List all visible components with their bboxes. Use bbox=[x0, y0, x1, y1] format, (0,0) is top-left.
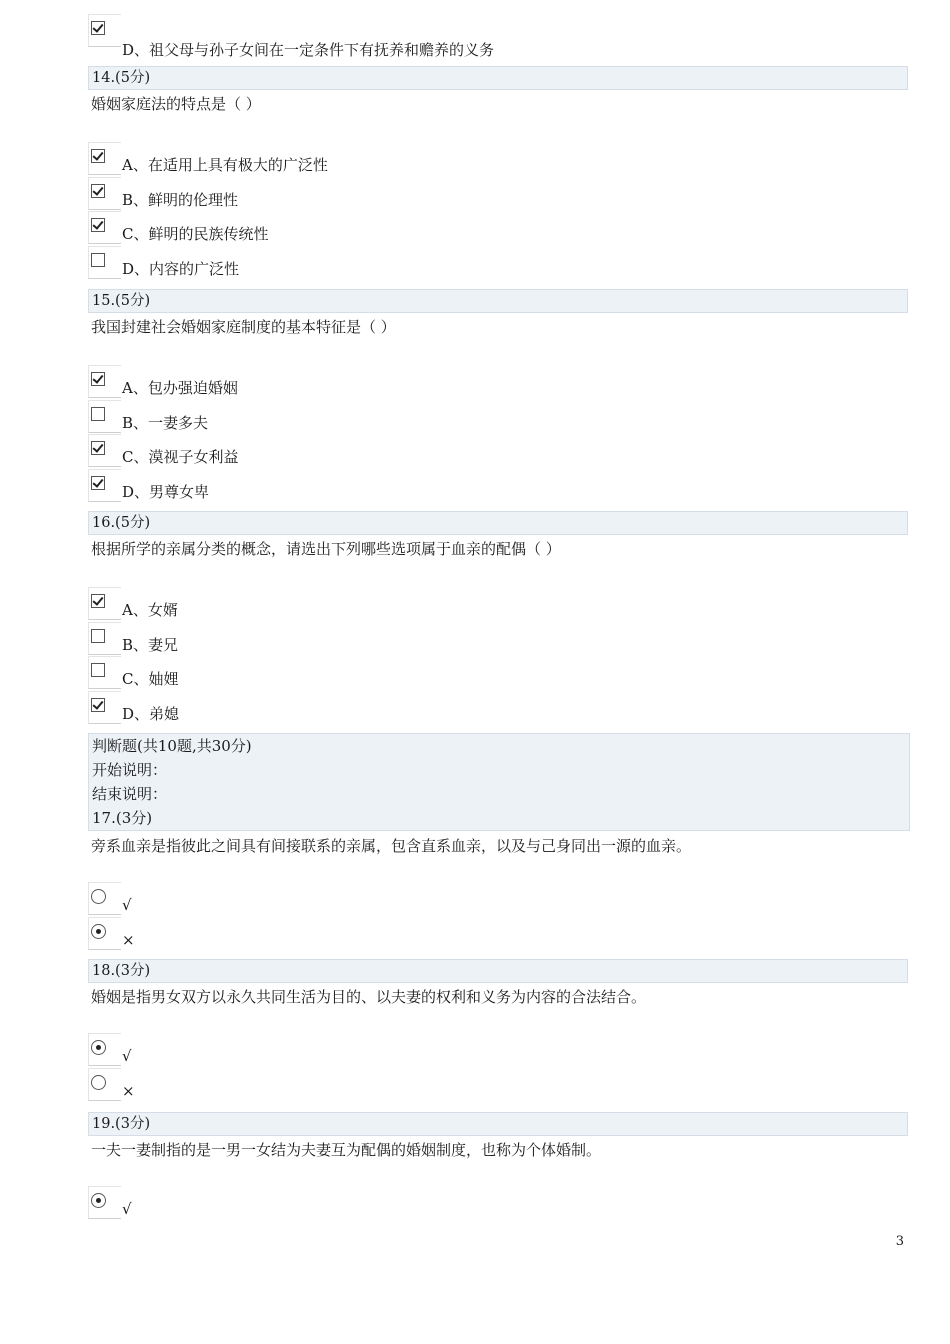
option-label: D、男尊女卑 bbox=[122, 483, 210, 502]
option-item[interactable] bbox=[88, 211, 908, 246]
checkbox-frame bbox=[88, 211, 121, 244]
option-label: √ bbox=[122, 1200, 132, 1218]
option-item[interactable] bbox=[88, 177, 908, 212]
radio-selected-icon[interactable] bbox=[91, 1193, 106, 1208]
option-item[interactable] bbox=[88, 587, 908, 622]
radio-frame bbox=[88, 1033, 121, 1066]
question-header: 14.(5分) bbox=[88, 66, 908, 90]
question-header: 18.(3分) bbox=[88, 959, 908, 983]
checkbox-frame bbox=[88, 622, 121, 655]
checkbox-frame bbox=[88, 142, 121, 175]
option-item[interactable] bbox=[88, 1033, 908, 1068]
checkbox-frame bbox=[88, 14, 121, 47]
question-block bbox=[88, 289, 908, 504]
option-label: D、弟媳 bbox=[122, 705, 180, 724]
checkbox-checked-icon[interactable] bbox=[91, 698, 105, 712]
question-block bbox=[88, 959, 908, 1102]
option-item[interactable] bbox=[88, 656, 908, 691]
radio-unselected-icon[interactable] bbox=[91, 1075, 106, 1090]
checkbox-frame bbox=[88, 177, 121, 210]
option-item[interactable] bbox=[88, 1068, 908, 1103]
option-label: B、妻兄 bbox=[122, 635, 179, 654]
checkbox-checked-icon[interactable] bbox=[91, 149, 105, 163]
question-header: 19.(3分) bbox=[88, 1112, 908, 1136]
option-label: C、鲜明的民族传统性 bbox=[122, 225, 269, 244]
question-header: 16.(5分) bbox=[88, 511, 908, 535]
radio-frame bbox=[88, 1068, 121, 1101]
question-block bbox=[88, 1112, 908, 1221]
checkbox-checked-icon[interactable] bbox=[91, 476, 105, 490]
question-block bbox=[88, 832, 908, 951]
option-item[interactable] bbox=[88, 434, 908, 469]
option-label: C、漠视子女利益 bbox=[122, 448, 239, 467]
section-end-note: 结束说明： bbox=[92, 785, 168, 803]
option-item[interactable] bbox=[88, 917, 908, 952]
radio-selected-icon[interactable] bbox=[91, 1040, 106, 1055]
section-title: 判断题(共10题,共30分) bbox=[92, 737, 252, 755]
option-label: C、妯娌 bbox=[122, 670, 179, 689]
option-label: √ bbox=[122, 896, 132, 914]
question-header: 15.(5分) bbox=[88, 289, 908, 313]
checkbox-unchecked-icon[interactable] bbox=[91, 407, 105, 421]
checkbox-checked-icon[interactable] bbox=[91, 184, 105, 198]
checkbox-frame bbox=[88, 365, 121, 398]
checkbox-unchecked-icon[interactable] bbox=[91, 253, 105, 267]
option-item[interactable] bbox=[88, 691, 908, 726]
question-text: 旁系血亲是指彼此之间具有间接联系的亲属，包含直系血亲，以及与己身同出一源的血亲。 bbox=[91, 837, 692, 855]
option-item[interactable] bbox=[88, 469, 908, 504]
option-label: A、包办强迫婚姻 bbox=[122, 379, 238, 397]
checkbox-checked-icon[interactable] bbox=[91, 594, 105, 608]
option-label: √ bbox=[122, 1047, 132, 1065]
checkbox-checked-icon[interactable] bbox=[91, 441, 105, 455]
option-label: A、女婿 bbox=[122, 601, 178, 619]
page-number: 3 bbox=[895, 1234, 904, 1249]
question-text: 婚姻家庭法的特点是（ ） bbox=[91, 95, 261, 113]
question-text: 根据所学的亲属分类的概念，请选出下列哪些选项属于血亲的配偶（ ） bbox=[91, 540, 561, 558]
question-text: 一夫一妻制指的是一男一女结为夫妻互为配偶的婚姻制度，也称为个体婚制。 bbox=[91, 1141, 602, 1159]
option-label: B、一妻多夫 bbox=[122, 413, 209, 432]
radio-frame bbox=[88, 917, 121, 950]
checkbox-frame bbox=[88, 691, 121, 724]
radio-frame bbox=[88, 882, 121, 915]
option-item[interactable] bbox=[88, 400, 908, 435]
question-header: 17.(3分) bbox=[92, 809, 153, 827]
option-item[interactable] bbox=[88, 622, 908, 657]
radio-selected-icon[interactable] bbox=[91, 924, 106, 939]
option-item[interactable] bbox=[88, 142, 908, 177]
checkbox-checked-icon[interactable] bbox=[91, 218, 105, 232]
section-start-note: 开始说明： bbox=[92, 761, 168, 779]
checkbox-unchecked-icon[interactable] bbox=[91, 629, 105, 643]
option-label: D、祖父母与孙子女间在一定条件下有抚养和赡养的义务 bbox=[122, 41, 495, 59]
option-item[interactable] bbox=[88, 26, 688, 61]
option-label: × bbox=[122, 1081, 135, 1100]
checkbox-frame bbox=[88, 400, 121, 433]
checkbox-checked-icon[interactable] bbox=[91, 372, 105, 386]
question-block bbox=[88, 511, 908, 726]
option-label: × bbox=[122, 930, 135, 949]
section-header bbox=[88, 733, 910, 831]
checkbox-frame bbox=[88, 246, 121, 279]
radio-frame bbox=[88, 1186, 121, 1219]
option-item[interactable] bbox=[88, 882, 908, 917]
question-text: 我国封建社会婚姻家庭制度的基本特征是（ ） bbox=[91, 318, 396, 336]
radio-unselected-icon[interactable] bbox=[91, 889, 106, 904]
checkbox-frame bbox=[88, 587, 121, 620]
option-label: A、在适用上具有极大的广泛性 bbox=[122, 156, 328, 174]
option-item[interactable] bbox=[88, 1186, 908, 1221]
checkbox-frame bbox=[88, 469, 121, 502]
checkbox-frame bbox=[88, 656, 121, 689]
option-label: D、内容的广泛性 bbox=[122, 260, 240, 279]
option-label: B、鲜明的伦理性 bbox=[122, 190, 239, 209]
checkbox-checked-icon[interactable] bbox=[91, 21, 105, 35]
checkbox-unchecked-icon[interactable] bbox=[91, 663, 105, 677]
question-block bbox=[88, 66, 908, 281]
checkbox-frame bbox=[88, 434, 121, 467]
option-item[interactable] bbox=[88, 365, 908, 400]
question-text: 婚姻是指男女双方以永久共同生活为目的、以夫妻的权利和义务为内容的合法结合。 bbox=[91, 988, 647, 1006]
option-item[interactable] bbox=[88, 246, 908, 281]
